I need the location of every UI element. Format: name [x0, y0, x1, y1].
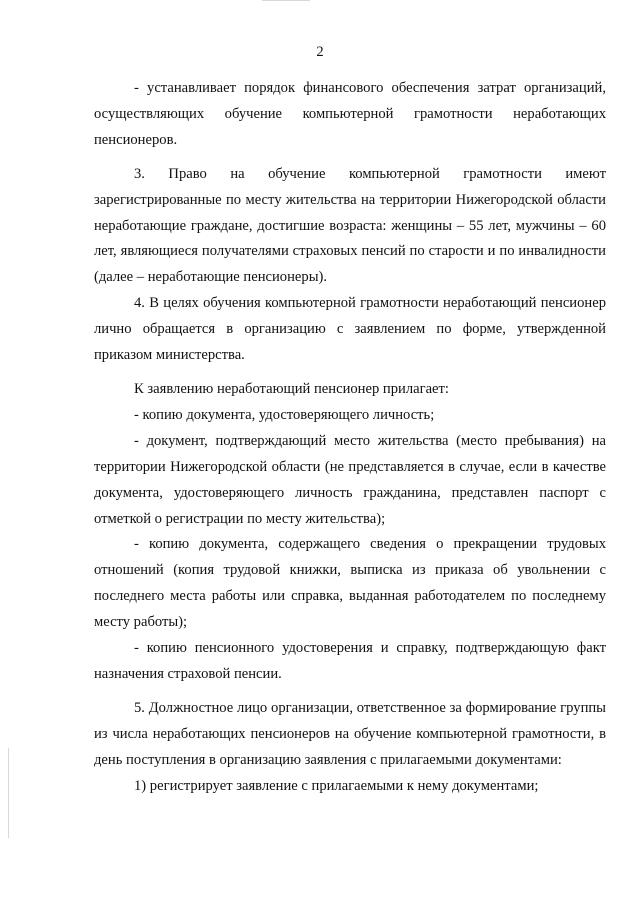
page-number: 2: [316, 44, 324, 60]
paragraph-item-4-application: 4. В целях обучения компьютерной грамотности неработающий пенсионер лично обращается в организацию с заявлением по форме, утвержденной приказом министерства.: [94, 295, 606, 364]
document-body: [94, 76, 606, 799]
paragraph-attachments-intro: К заявлению неработающий пенсионер прилагает:: [134, 380, 449, 397]
paragraph-attachment-employment: - копию документа, содержащего сведения о прекращении трудовых отношений (копия трудовой книжки, выписка из приказа об увольнении с последнего места работы или справка, выданная работодателем по последнему месту работы);: [94, 536, 606, 631]
paragraph-financing: - устанавливает порядок финансового обеспечения затрат организаций, осуществляющих обучение компьютерной грамотности неработающих пенсионеров.: [94, 80, 606, 148]
paragraph-subitem-1-register: 1) регистрирует заявление с прилагаемыми к нему документами;: [134, 777, 539, 794]
paragraph-attachment-id-copy: - копию документа, удостоверяющего личность;: [134, 406, 435, 423]
scan-artifact-top: [262, 0, 310, 1]
paragraph-attachment-pension: - копию пенсионного удостоверения и справку, подтверждающую факт назначения страховой пенсии.: [94, 640, 606, 682]
paragraph-item-5-official: 5. Должностное лицо организации, ответственное за формирование группы из числа неработающих пенсионеров на обучение компьютерной грамотности, в день поступления в организацию заявления с прилагаемыми документами:: [94, 699, 606, 768]
paragraph-attachment-residence: - документ, подтверждающий место жительства (место пребывания) на территории Нижегородской области (не представляется в случае, если в качестве документа, удостоверяющего личность гражданина, представлен паспорт с отметкой о регистрации по месту жительства);: [94, 432, 606, 527]
scan-artifact-left: [8, 748, 9, 838]
paragraph-item-3-eligibility: 3. Право на обучение компьютерной грамотности имеют зарегистрированные по месту жительства на территории Нижегородской области неработающие граждане, достигшие возраста: женщины – 55 лет, мужчины – 60 лет, являющиеся получателями страховых пенсий по старости и по инвалидности (далее – неработающие пенсионеры).: [94, 165, 606, 286]
